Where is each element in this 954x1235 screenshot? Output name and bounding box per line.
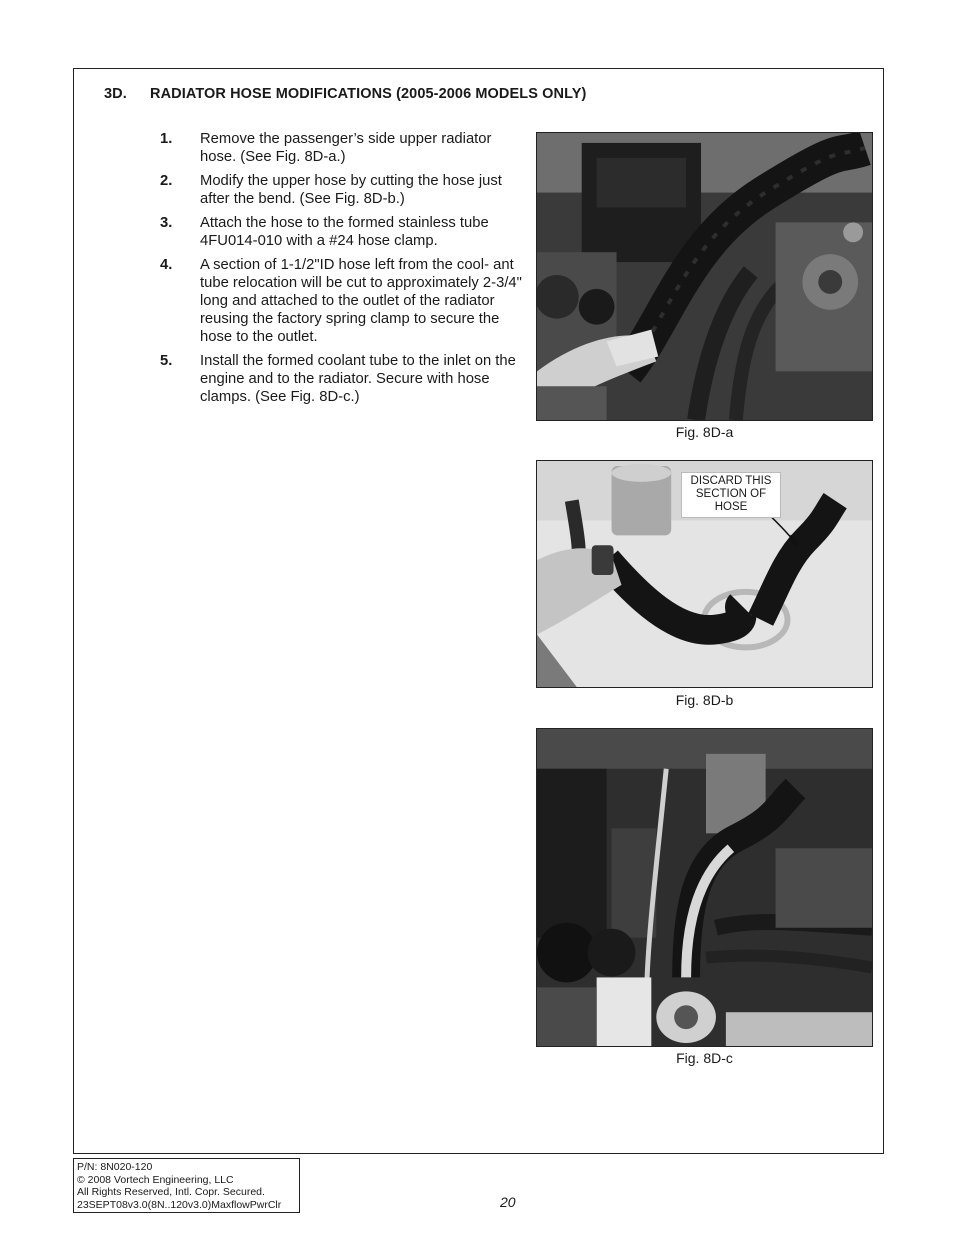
footer-info-box: [73, 1158, 300, 1213]
figure-8d-a-photo: [536, 132, 873, 421]
step-2: [160, 172, 525, 208]
section-number: 3D.: [104, 86, 127, 102]
step-3: [160, 214, 525, 250]
step-number: 2.: [160, 173, 173, 189]
figure-8d-c-photo: [536, 728, 873, 1047]
step-5: [160, 352, 525, 406]
step-text: A section of 1-1/2"ID hose left from the cool- ant tube relocation will be cut to approximately 2-3/4" long and attached to the outlet of the radiator reusing the factory spring clamp to secure the hose to the outlet.: [200, 257, 522, 345]
step-text: Remove the passenger’s side upper radiator hose. (See Fig. 8D-a.): [200, 131, 492, 165]
part-number: P/N: 8N020-120: [77, 1161, 153, 1173]
section-heading: [104, 86, 586, 102]
figure-8d-a-caption: Fig. 8D-a: [675, 424, 734, 440]
step-number: 4.: [160, 257, 173, 273]
step-4: [160, 256, 525, 346]
step-number: 5.: [160, 353, 173, 369]
figure-8d-c-caption: Fig. 8D-c: [676, 1050, 733, 1066]
rights-notice: All Rights Reserved, Intl. Copr. Secured.: [77, 1186, 265, 1198]
figure-8d-b-caption: Fig. 8D-b: [675, 692, 734, 708]
step-1: [160, 130, 525, 166]
step-text: Attach the hose to the formed stainless tube 4FU014-010 with a #24 hose clamp.: [200, 215, 489, 249]
instruction-steps: [160, 130, 525, 412]
discard-hose-callout: DISCARD THIS SECTION OF HOSE: [681, 472, 781, 518]
step-number: 3.: [160, 215, 173, 231]
copyright: © 2008 Vortech Engineering, LLC: [77, 1173, 234, 1186]
section-title: RADIATOR HOSE MODIFICATIONS (2005-2006 MODELS ONLY): [150, 86, 587, 102]
step-text: Modify the upper hose by cutting the hose just after the bend. (See Fig. 8D-b.): [200, 173, 502, 207]
revision-code: 23SEPT08v3.0(8N..120v3.0)MaxflowPwrClr: [77, 1198, 282, 1211]
page-number: 20: [500, 1194, 516, 1210]
step-number: 1.: [160, 131, 173, 147]
step-text: Install the formed coolant tube to the inlet on the engine and to the radiator. Secure with hose clamps. (See Fig. 8D-c.): [200, 353, 516, 405]
